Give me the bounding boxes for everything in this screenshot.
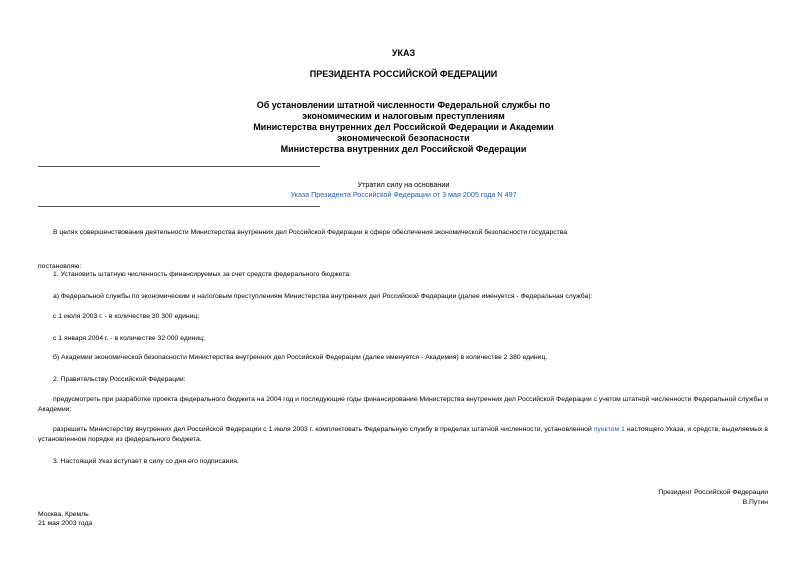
divider-bottom <box>38 206 320 207</box>
document-title <box>200 100 607 155</box>
item-1b: б) Академии экономической безопасности Министерства внутренних дел Российской Федерации (далее именуется - Академия) в количестве 2 380 единиц. <box>53 354 548 361</box>
lost-force-link-line <box>250 190 557 200</box>
decree-heading: УКАЗ <box>391 48 416 58</box>
preamble: В целях совершенствования деятельности Министерства внутренних дел Российской Федерации в сфере обеспечения экономической безопасности государства <box>53 229 568 236</box>
item-2: 2. Правительству Российской Федерации: <box>53 376 186 383</box>
resolves: постановляю: <box>38 263 82 270</box>
item-2-allow-text-end: настоящего Указа, и средств, выделяемых в установленном порядке из федерального бюджета. <box>38 426 769 443</box>
signature-position: Президент Российской Федерации <box>658 489 768 496</box>
item-1a: а) Федеральной службы по экономическим и налоговым преступлениям Министерства внутренних дел Российской Федерации (далее именуется - Федеральная служба): <box>53 293 593 300</box>
title-line: Министерства внутренних дел Российской Федерации и Академии <box>253 122 554 132</box>
title-line: Об установлении штатной численности Федеральной службы по <box>256 100 551 110</box>
title-line: экономическим и налоговым преступлениям <box>302 111 505 121</box>
lost-force-link[interactable]: Указа Президента Российской Федерации от 3 мая 2005 года N 497 <box>290 190 517 199</box>
item-1a-2004: с 1 января 2004 г. - в количестве 32 000 единиц; <box>53 335 205 342</box>
item-1: 1. Установить штатную численность финансируемых за счет средств федерального бюджета: <box>53 271 351 278</box>
title-line: Министерства внутренних дел Российской Федерации <box>280 144 527 154</box>
divider-top <box>38 166 320 167</box>
item-2-budget: предусмотреть при разработке проекта федерального бюджета на 2004 год и последующие годы финансирование Министерства внутренних дел Российской Федерации с учетом штатной численности Федеральной службы и Академии; <box>38 396 768 413</box>
place: Москва, Кремль <box>38 511 89 518</box>
item-1-link[interactable]: пунктом 1 <box>593 426 625 433</box>
lost-force-note: Утратил силу на основании <box>357 180 450 189</box>
signature-name: В.Путин <box>742 499 768 506</box>
item-1a-2003: с 1 июля 2003 г. - в количестве 30 300 единиц; <box>53 313 200 320</box>
item-2-allow <box>38 425 768 445</box>
date: 21 мая 2003 года <box>38 520 93 527</box>
item-2-allow-text-start: разрешить Министерству внутренних дел Российской Федерации с 1 июля 2003 г. комплектовать Федеральную службу в пределах штатной численности, установленной <box>53 426 594 433</box>
title-line: экономической безопасности <box>337 133 470 143</box>
president-heading: ПРЕЗИДЕНТА РОССИЙСКОЙ ФЕДЕРАЦИИ <box>309 69 498 79</box>
item-3: 3. Настоящий Указ вступает в силу со дня его подписания. <box>53 458 239 465</box>
